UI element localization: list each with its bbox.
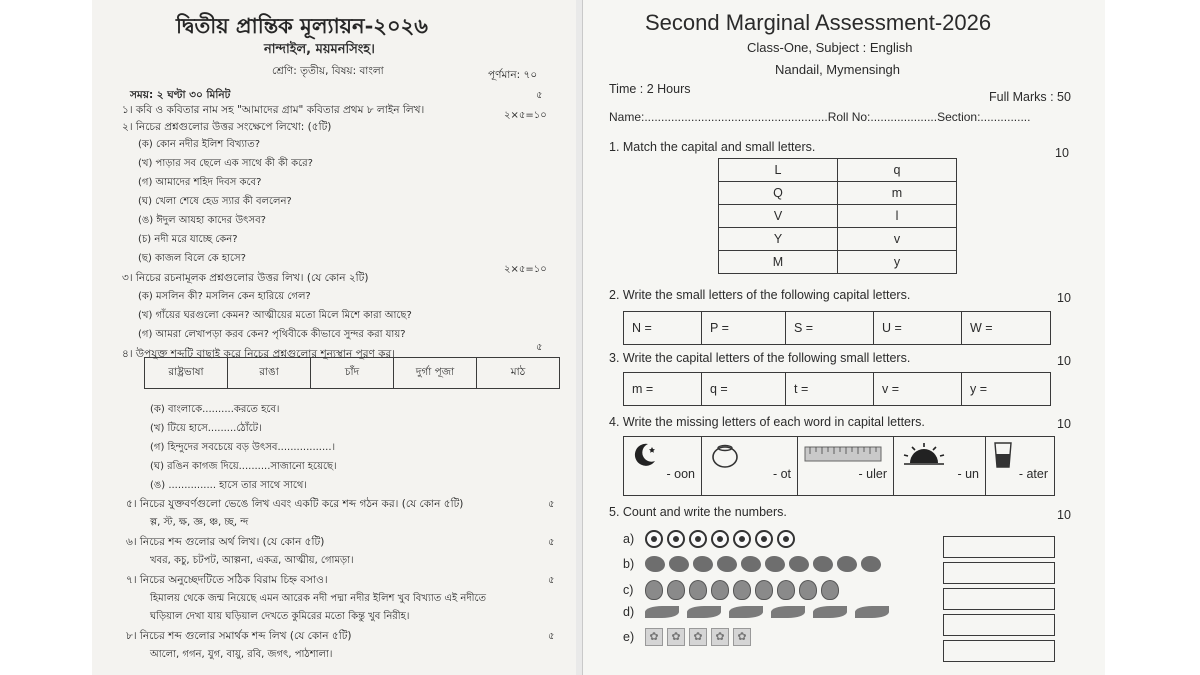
answer-cell[interactable]: N = (624, 312, 702, 344)
mango-picture (669, 556, 689, 572)
word-bank-cell: চাঁদ (311, 358, 394, 389)
english-exam-sheet (582, 0, 1105, 675)
bangla-q3-item: (গ) আমরা লেখাপড়া করব কেন? পৃথিবীকে কীভাবে সুন্দর করা যায়? (138, 329, 406, 340)
bangla-full-marks: পূর্ণমান: ৭০ (488, 69, 538, 81)
count-row-tag: a) (623, 532, 635, 546)
word-cell-label: - uler (858, 467, 887, 481)
english-q3: 3. Write the capital letters of the following small letters. (609, 351, 911, 365)
english-name-line: Name:.......................................................Roll No:....................Section:............... (609, 110, 1031, 124)
ruler-icon (804, 443, 884, 465)
bangla-exam-sheet (92, 0, 577, 675)
nut-picture (799, 580, 817, 600)
answer-cell[interactable]: U = (874, 312, 962, 344)
count-row-tag: b) (623, 557, 635, 571)
mango-picture (837, 556, 857, 572)
leaf-picture (687, 606, 721, 618)
count-row (623, 530, 795, 548)
bangla-q2-item: (চ) নদী মরে যাচ্ছে কেন? (138, 234, 238, 245)
nut-picture (645, 580, 663, 600)
word-cell-label: - oon (666, 467, 695, 481)
count-row (623, 556, 881, 572)
bangla-q3-marks: ২×৫=১০ (504, 264, 547, 275)
bangla-time: সময়: ২ ঘণ্টা ৩০ মিনিট (130, 89, 231, 101)
bangla-q3-item: (ক) মসলিন কী? মসলিন কেন হারিয়ে গেল? (138, 291, 311, 302)
english-q1: 1. Match the capital and small letters. (609, 140, 816, 154)
count-row (623, 628, 751, 646)
bangla-q4-marks: ৫ (536, 342, 543, 353)
bangla-q6-items: খবর, কচু, চটপট, আল্পনা, একত্র, আত্মীয়, গোমড়া। (150, 555, 354, 566)
answer-cell[interactable]: S = (786, 312, 874, 344)
bangla-q4-item: (খ) টিয়ে হাসে.........ঠোঁটে। (150, 423, 262, 434)
bangla-q1-marks: ৫ (536, 90, 543, 101)
bangla-q8: ৮। নিচের শব্দ গুলোর সমার্থক শব্দ লিখ (যে কোন ৫টি) (126, 630, 352, 642)
bangla-q8-items: আলো, গগন, যুগ, বায়ু, রবি, জগৎ, পাঠশালা। (150, 649, 333, 660)
count-answer-box[interactable] (943, 562, 1055, 584)
leaf-picture (729, 606, 763, 618)
bangla-q5: ৫। নিচের যুক্তবর্ণগুলো ভেঙে লিখ এবং একটি করে শব্দ গঠন কর। (যে কোন ৫টি) (126, 498, 464, 510)
english-q4: 4. Write the missing letters of each word in capital letters. (609, 415, 925, 429)
bangla-q4-item: (ক) বাংলাকে..........করতে হবে। (150, 404, 280, 415)
word-cell-label: - ater (1018, 467, 1048, 481)
english-class-subject: Class-One, Subject : English (747, 40, 913, 55)
flower-picture: ✿ (733, 628, 751, 646)
english-q4-marks: 10 (1057, 417, 1071, 431)
count-row (623, 580, 839, 600)
bangla-q7-line: হিমালয় থেকে জন্ম নিয়েছে এমন আরেক নদী পদ্মা নদীর ইলিশ খুব বিখ্যাত এই নদীতে (150, 593, 487, 604)
ball-picture (711, 530, 729, 548)
ball-picture (645, 530, 663, 548)
bangla-q2-item: (ঘ) খেলা শেষে হেড স্যার কী বললেন? (138, 196, 292, 207)
count-row-tag: c) (623, 583, 634, 597)
mango-picture (861, 556, 881, 572)
nut-picture (777, 580, 795, 600)
word-cell-sun (894, 437, 986, 495)
ball-picture (755, 530, 773, 548)
bangla-q2-item: (খ) পাড়ার সব ছেলে এক সাথে কী কী করে? (138, 158, 313, 169)
bangla-q8-marks: ৫ (548, 631, 555, 642)
nut-picture (733, 580, 751, 600)
nut-picture (711, 580, 729, 600)
flower-picture: ✿ (711, 628, 729, 646)
missing-letters-picture-row (623, 436, 1055, 496)
capital-letter-cell: V (719, 205, 838, 228)
count-row-tag: e) (623, 630, 635, 644)
bangla-q5-items: ল্প, স্ট, ক্ষ, জ্ঞ, ঞ্চ, চ্ছ, ন্দ (150, 517, 249, 528)
ball-picture (733, 530, 751, 548)
small-letter-cell: q (838, 159, 957, 182)
bangla-q2-marks: ২×৫=১০ (504, 110, 547, 121)
word-cell-water (986, 437, 1054, 495)
answer-cell[interactable]: m = (624, 373, 702, 405)
bangla-q7-marks: ৫ (548, 575, 555, 586)
mango-picture (789, 556, 809, 572)
english-title: Second Marginal Assessment-2026 (645, 10, 992, 35)
small-letter-cell: v (838, 228, 957, 251)
bangla-q3-item: (খ) গাঁয়ের ঘরগুলো কেমন? আত্মীয়ের মতো মিলে মিশে কারা আছে? (138, 310, 412, 321)
word-cell-label: - un (957, 467, 979, 481)
word-cell-pot (702, 437, 798, 495)
bangla-title: দ্বিতীয় প্রান্তিক মূল্যায়ন-২০২৬ (176, 13, 428, 38)
nut-picture (689, 580, 707, 600)
ball-picture (667, 530, 685, 548)
bangla-word-bank-table (144, 357, 560, 389)
answer-cell[interactable]: y = (970, 382, 988, 396)
word-bank-cell: রাঙা (228, 358, 311, 389)
bangla-class-subject: শ্রেণি: তৃতীয়, বিষয়: বাংলা (272, 65, 384, 77)
bangla-q3: ৩। নিচের রচনামূলক প্রশ্নগুলোর উত্তর লিখ। (যে কোন ২টি) (122, 272, 369, 284)
bangla-q5-marks: ৫ (548, 499, 555, 510)
capital-letters-answer-row (623, 372, 1051, 406)
mango-picture (717, 556, 737, 572)
word-cell-label: - ot (772, 467, 791, 481)
bangla-q7: ৭। নিচের অনুচ্ছেদটিতে সঠিক বিরাম চিহ্ন বসাও। (126, 574, 328, 586)
mango-picture (693, 556, 713, 572)
english-full-marks: Full Marks : 50 (989, 90, 1071, 104)
english-location: Nandail, Mymensingh (775, 62, 901, 77)
bangla-q2: ২। নিচের প্রশ্নগুলোর উত্তর সংক্ষেপে লিখো: (৫টি) (122, 121, 332, 133)
english-time: Time : 2 Hours (609, 82, 691, 96)
answer-cell[interactable]: q = (702, 373, 786, 405)
small-letter-cell: y (838, 251, 957, 274)
sun-icon (902, 441, 946, 469)
capital-letter-cell: L (719, 159, 838, 182)
capital-letter-cell: Y (719, 228, 838, 251)
nut-picture (667, 580, 685, 600)
english-q5: 5. Count and write the numbers. (609, 505, 787, 519)
answer-cell[interactable]: P = (702, 312, 786, 344)
count-answer-box[interactable] (943, 614, 1055, 636)
bangla-q2-item: (ক) কোন নদীর ইলিশ বিখ্যাত? (138, 139, 261, 150)
leaf-picture (771, 606, 805, 618)
capital-letter-cell: M (719, 251, 838, 274)
word-bank-cell: মাঠ (477, 358, 560, 389)
english-q1-marks: 10 (1055, 146, 1069, 160)
bangla-q6: ৬। নিচের শব্দ গুলোর অর্থ লিখ। (যে কোন ৫টি) (126, 536, 325, 548)
count-answer-box[interactable] (943, 588, 1055, 610)
ball-picture (689, 530, 707, 548)
mango-picture (741, 556, 761, 572)
english-q2-marks: 10 (1057, 291, 1071, 305)
leaf-picture (855, 606, 889, 618)
bangla-q7-line: ঘড়িয়াল দেখা যায় ঘড়িয়াল দেখতে কুমিরের মতো কিন্তু খুব নিরীহ। (150, 611, 410, 622)
bangla-q4: ৪। উপযুক্ত শব্দটি বাছাই করে নিচের প্রশ্নগুলোর শূন্যস্থান পূরণ কর। (122, 348, 396, 360)
word-cell-moon (624, 437, 702, 495)
bangla-q4-item: (ঙ) ............... হাসে তার সাথে সাথে। (150, 480, 307, 491)
word-cell-ruler (798, 437, 894, 495)
bangla-q6-marks: ৫ (548, 537, 555, 548)
flower-picture: ✿ (645, 628, 663, 646)
count-answer-box[interactable] (943, 536, 1055, 558)
pot-icon (710, 441, 740, 469)
flower-picture: ✿ (667, 628, 685, 646)
match-letters-table (718, 158, 957, 274)
bangla-q2-item: (গ) আমাদের শহিদ দিবস কবে? (138, 177, 262, 188)
moon-icon (630, 441, 658, 469)
bangla-location: নান্দাইল, ময়মনসিংহ। (264, 42, 375, 57)
word-bank-cell: দুর্গা পূজা (394, 358, 477, 389)
bangla-q4-item: (ঘ) রঙিন কাগজ দিয়ে..........সাজানো হয়েছে। (150, 461, 337, 472)
answer-cell[interactable]: v = (874, 373, 962, 405)
mango-picture (765, 556, 785, 572)
small-letter-cell: m (838, 182, 957, 205)
water-glass-icon (992, 440, 1014, 470)
count-answer-box[interactable] (943, 640, 1055, 662)
leaf-picture (645, 606, 679, 618)
small-letter-cell: l (838, 205, 957, 228)
bangla-q4-item: (গ) হিন্দুদের সবচেয়ে বড় উৎসব.................। (150, 442, 336, 453)
answer-cell[interactable]: W = (970, 321, 993, 335)
english-q3-marks: 10 (1057, 354, 1071, 368)
answer-cell[interactable]: t = (786, 373, 874, 405)
bangla-q1: ১। কবি ও কবিতার নাম সহ "আমাদের গ্রাম" কবিতার প্রথম ৮ লাইন লিখ। (122, 104, 425, 116)
bangla-q2-item: (ছ) কাজল বিলে কে হাসে? (138, 253, 246, 264)
ball-picture (777, 530, 795, 548)
english-q5-marks: 10 (1057, 508, 1071, 522)
english-q2: 2. Write the small letters of the following capital letters. (609, 288, 911, 302)
nut-picture (755, 580, 773, 600)
mango-picture (813, 556, 833, 572)
word-bank-cell: রাষ্ট্রভাষা (145, 358, 228, 389)
bangla-q2-item: (ঙ) ঈদুল আযহা কাদের উৎসব? (138, 215, 266, 226)
capital-letter-cell: Q (719, 182, 838, 205)
small-letters-answer-row (623, 311, 1051, 345)
mango-picture (645, 556, 665, 572)
count-row (623, 605, 893, 619)
count-row-tag: d) (623, 605, 635, 619)
nut-picture (821, 580, 839, 600)
leaf-picture (813, 606, 847, 618)
flower-picture: ✿ (689, 628, 707, 646)
